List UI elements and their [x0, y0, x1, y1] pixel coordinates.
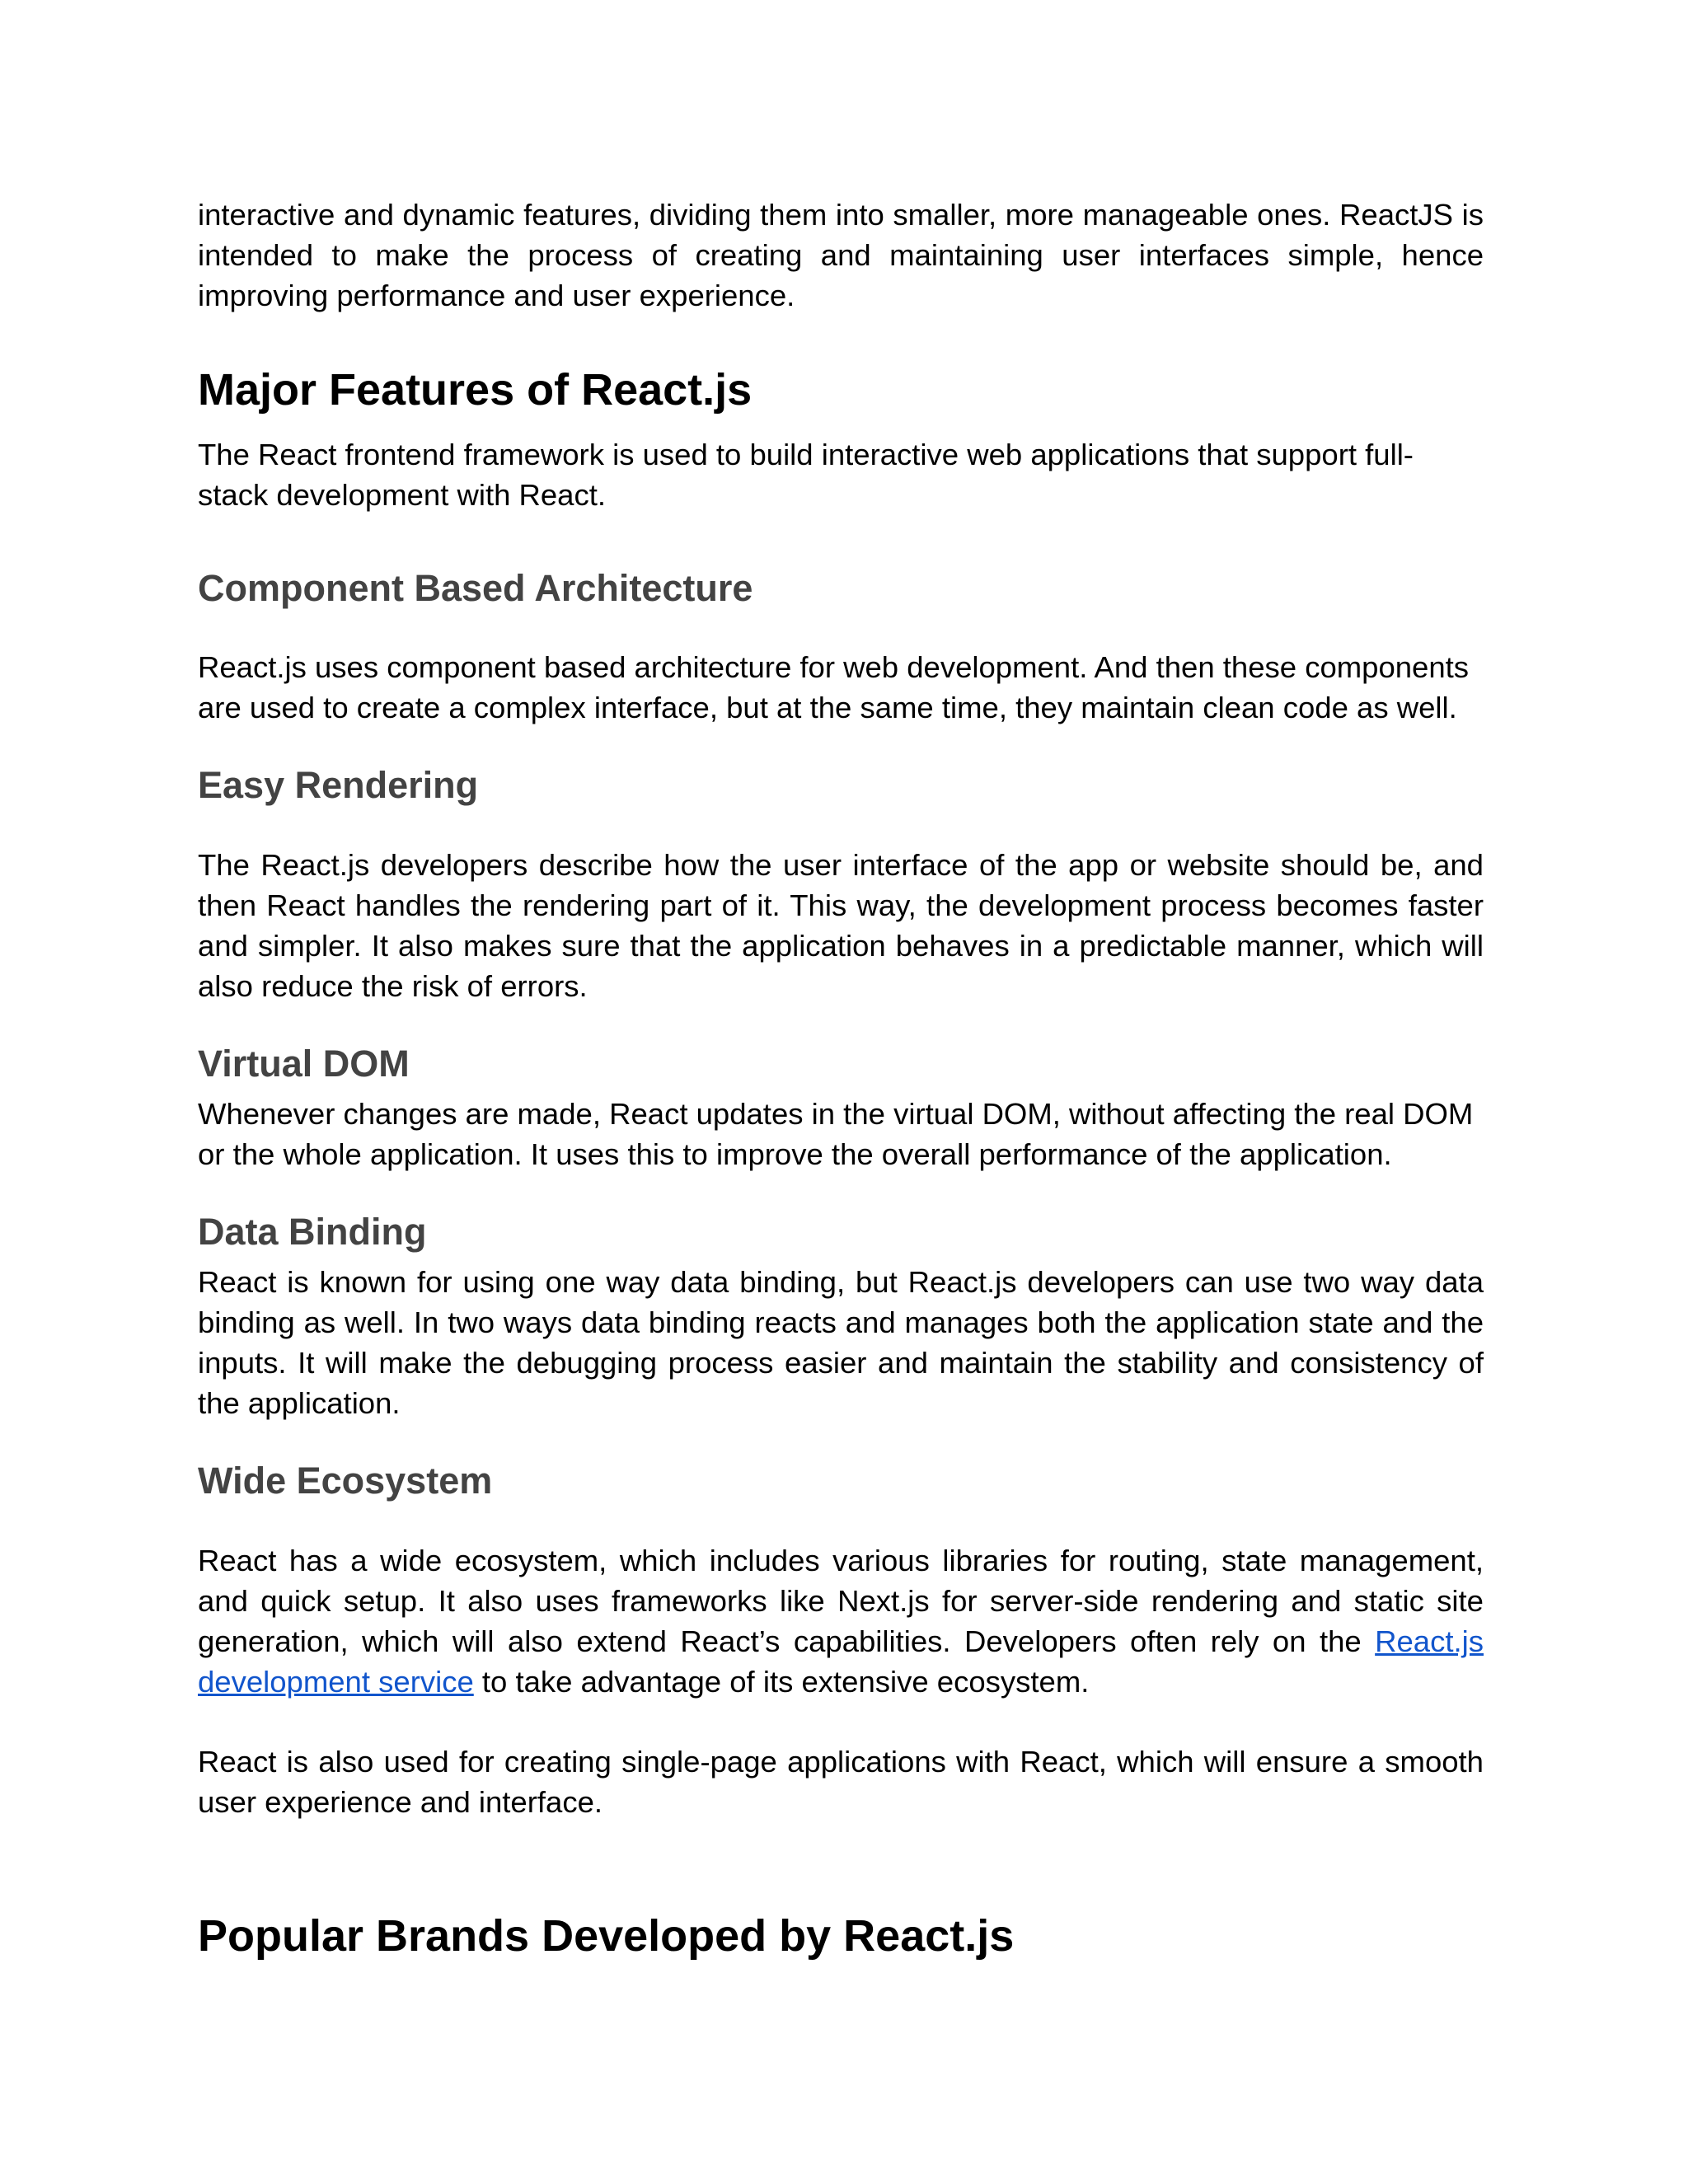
major-features-paragraph: The React frontend framework is used to build interactive web applications that support full-stack development with React.: [198, 438, 1414, 512]
spa-paragraph: React is also used for creating single-page applications with React, which will ensure a smooth user experience and interface.: [198, 1745, 1484, 1819]
ecosystem-text-before: React has a wide ecosystem, which includes various libraries for routing, state management, and quick setup. It also uses frameworks like Next.js for server-side rendering and static site generation, which will also extend React’s capabilities. Developers often rely on the: [198, 1544, 1484, 1658]
heading-major-features: Major Features of React.js: [198, 365, 753, 415]
heading-wide-ecosystem: Wide Ecosystem: [198, 1460, 493, 1502]
rendering-paragraph: The React.js developers describe how the user interface of the app or website should be, and then React handles the rendering part of it. This way, the development process becomes faster and simpler. It also makes sure that the application behaves in a predictable manner, which will also reduce the risk of errors.: [198, 848, 1484, 1003]
ecosystem-text-after: to take advantage of its extensive ecosystem.: [473, 1665, 1090, 1699]
data-binding-paragraph: React is known for using one way data binding, but React.js developers can use two way data binding as well. In two ways data binding reacts and manages both the application state and the inputs. It will make the debugging process easier and maintain the stability and consistency of the application.: [198, 1265, 1484, 1420]
ecosystem-paragraph: [198, 1540, 1484, 1702]
heading-data-binding: Data Binding: [198, 1211, 427, 1253]
intro-paragraph: interactive and dynamic features, dividing them into smaller, more manageable ones. ReactJS is intended to make the process of creating and maintaining user interfaces simple, hence improving performance and user experience.: [198, 198, 1484, 312]
heading-virtual-dom: Virtual DOM: [198, 1043, 410, 1085]
document-page: [198, 194, 1484, 1962]
component-paragraph: React.js uses component based architecture for web development. And then these components are used to create a complex interface, but at the same time, they maintain clean code as well.: [198, 650, 1470, 724]
heading-easy-rendering: Easy Rendering: [198, 764, 479, 806]
virtual-dom-paragraph: Whenever changes are made, React updates in the virtual DOM, without affecting the real DOM or the whole application. It uses this to improve the overall performance of the application.: [198, 1097, 1474, 1171]
heading-component-based-architecture: Component Based Architecture: [198, 567, 753, 609]
heading-popular-brands: Popular Brands Developed by React.js: [198, 1911, 1015, 1961]
react-development-service-link[interactable]: React.js development service: [198, 1624, 1484, 1699]
